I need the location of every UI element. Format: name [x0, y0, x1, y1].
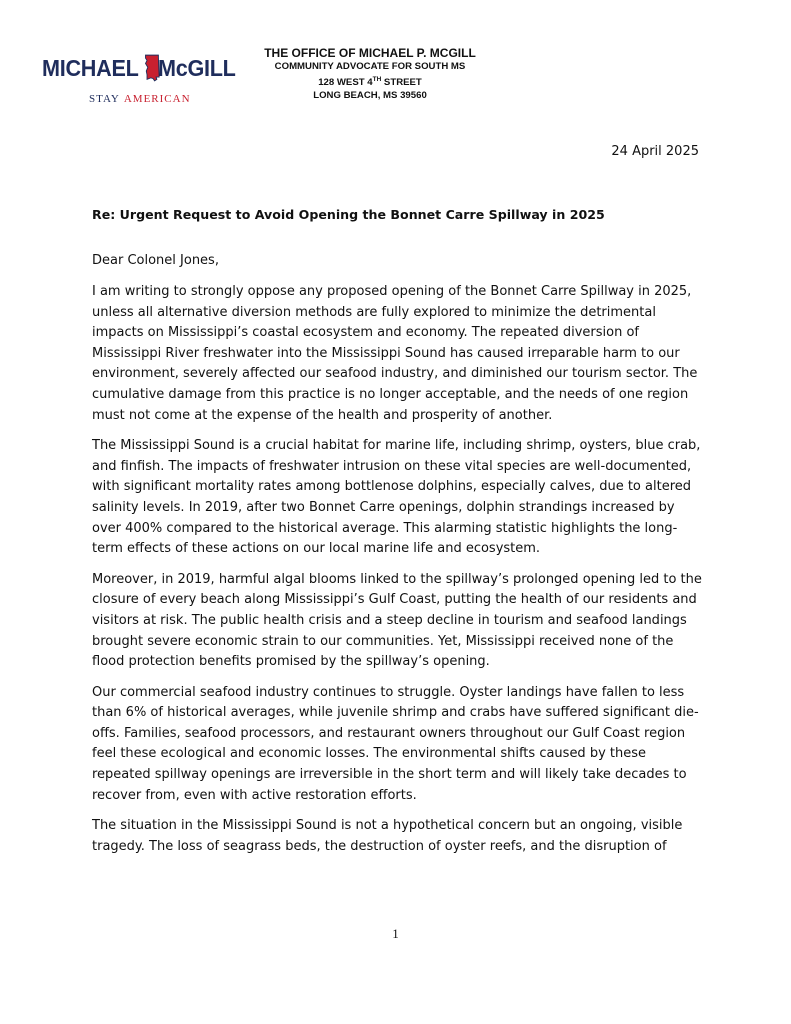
body-paragraph: The Mississippi Sound is a crucial habitat for marine life, including shrimp, oysters, blue crab, and finfish. The impacts of freshwater intrusion on these vital species are well-documented, with significant mortality rates among bottlenose dolphins, especially calves, due to altered salinity levels. In 2019, after two Bonnet Carre openings, dolphin strandings increased by over 400% compared to the historical average. This alarming statistic highlights the long-term effects of these actions on our local marine life and ecosystem. — [92, 438, 701, 557]
campaign-logo — [42, 46, 242, 108]
logo-last-name: McGILL — [157, 54, 236, 81]
logo-tagline-stay: STAY — [89, 93, 120, 105]
body-paragraph: Moreover, in 2019, harmful algal blooms linked to the spillway’s prolonged opening led to the closure of every beach along Mississippi’s Gulf Coast, putting the health of our residents and visitors at risk. The public health crisis and a steep decline in tourism and seafood landings brought severe economic strain to our communities. Yet, Mississippi received none of the flood protection benefits promised by the spillway’s opening. — [92, 571, 702, 670]
body-paragraph: Our commercial seafood industry continues to struggle. Oyster landings have fallen to less than 6% of historical averages, while juvenile shrimp and crabs have suffered significant die-offs. Families, seafood processors, and restaurant owners throughout our Gulf Coast region feel these ecological and economic losses. The environmental shifts caused by these repeated spillway openings are irreversible in the short term and will likely take decades to recover from, even with active restoration efforts. — [92, 684, 699, 803]
street-word: STREET — [381, 77, 422, 89]
page-number: 1 — [392, 926, 399, 941]
ordinal-suffix: TH — [372, 76, 382, 83]
letter-subject: Re: Urgent Request to Avoid Opening the Bonnet Carre Spillway in 2025 — [92, 207, 605, 222]
logo-first-name: MICHAEL — [42, 54, 139, 81]
office-city-line: LONG BEACH, MS 39560 — [313, 90, 427, 102]
body-paragraph: The situation in the Mississippi Sound is not a hypothetical concern but an ongoing, visible tragedy. The loss of seagrass beds, the destruction of oyster reefs, and the disruption of — [92, 818, 683, 854]
office-header — [250, 46, 490, 102]
letter-salutation: Dear Colonel Jones, — [92, 253, 219, 268]
office-street-address — [250, 73, 490, 89]
logo-tagline-american: AMERICAN — [123, 93, 191, 105]
office-title: THE OFFICE OF MICHAEL P. MCGILL — [264, 46, 476, 60]
logo-wordmark — [42, 46, 242, 90]
letter-date: 24 April 2025 — [611, 144, 699, 159]
letter-body — [92, 282, 702, 867]
office-subtitle: COMMUNITY ADVOCATE FOR SOUTH MS — [274, 61, 466, 72]
logo-tagline — [42, 93, 242, 105]
street-number: 128 WEST 4 — [318, 77, 373, 89]
body-paragraph: I am writing to strongly oppose any proposed opening of the Bonnet Carre Spillway in 2025, unless all alternative diversion methods are fully explored to minimize the detrimental impacts on Mississippi’s coastal ecosystem and economy. The repeated diversion of Mississippi River freshwater into the Mississippi Sound has caused irreparable harm to our environment, severely affected our seafood industry, and diminished our tourism sector. The cumulative damage from this practice is no longer acceptable, and the needs of one region must not come at the expense of the health and prosperity of another. — [92, 284, 698, 423]
